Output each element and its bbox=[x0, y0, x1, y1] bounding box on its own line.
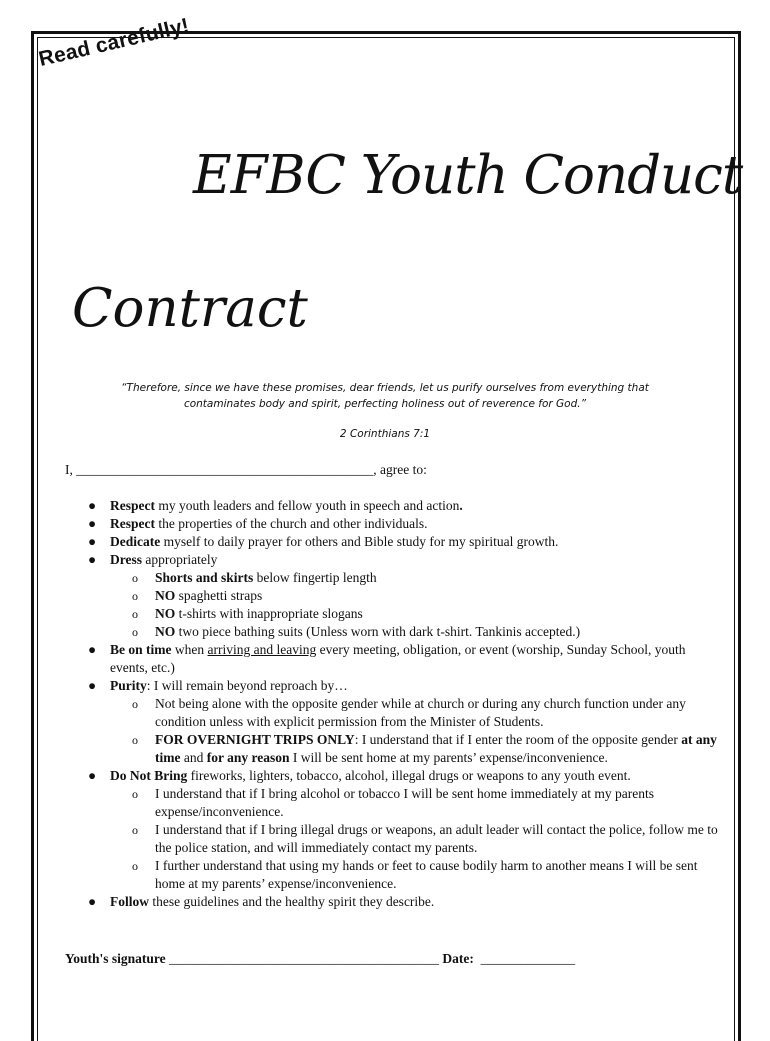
rule-keyword: Dress bbox=[110, 552, 142, 567]
rule-text: I understand that if I bring alcohol or tobacco I will be sent home immediately at my parents expense/inconvenience. bbox=[155, 786, 654, 819]
circle-bullet-icon: o bbox=[132, 823, 138, 837]
rule-keyword: NO bbox=[155, 588, 176, 603]
rule-text: I will be sent home at my parents’ expense/inconvenience. bbox=[289, 750, 608, 765]
rule-keyword: Respect bbox=[110, 516, 155, 531]
read-carefully-stamp: Read carefully! bbox=[36, 14, 192, 72]
circle-bullet-icon: o bbox=[132, 733, 138, 747]
rule-text: t-shirts with inappropriate slogans bbox=[175, 606, 363, 621]
rule-text: below fingertip length bbox=[253, 570, 377, 585]
date-label: Date: bbox=[442, 951, 474, 966]
circle-bullet-icon: o bbox=[132, 625, 138, 639]
rule-text: fireworks, lighters, tobacco, alcohol, illegal drugs or weapons to any youth event. bbox=[187, 768, 631, 783]
sub-list-item bbox=[88, 587, 718, 605]
agree-suffix: , agree to: bbox=[373, 462, 427, 477]
rule-text: these guidelines and the healthy spirit they describe. bbox=[149, 894, 435, 909]
list-item bbox=[88, 677, 718, 695]
rules-list bbox=[88, 497, 718, 911]
title-line-1: EFBC Youth Conduct bbox=[193, 145, 743, 206]
circle-bullet-icon: o bbox=[132, 571, 138, 585]
rule-text: myself to daily prayer for others and Bible study for my spiritual growth. bbox=[160, 534, 559, 549]
rule-text: I understand that if I bring illegal drugs or weapons, an adult leader will contact the police, follow me to the police station, and will immediately contact my parents. bbox=[155, 822, 718, 855]
circle-bullet-icon: o bbox=[132, 787, 138, 801]
rule-text: two piece bathing suits (Unless worn with dark t-shirt. Tankinis accepted.) bbox=[175, 624, 581, 639]
rule-keyword: Be on time bbox=[110, 642, 172, 657]
agree-line bbox=[65, 462, 427, 478]
sub-list-item bbox=[88, 785, 718, 821]
sub-list-item bbox=[88, 857, 718, 893]
bullet-icon: ● bbox=[88, 678, 97, 693]
list-item bbox=[88, 641, 718, 677]
rule-text: and bbox=[180, 750, 207, 765]
name-blank[interactable]: ____________________________________________ bbox=[76, 462, 374, 477]
agree-prefix: I, bbox=[65, 462, 77, 477]
rule-keyword: Dedicate bbox=[110, 534, 161, 549]
bullet-icon: ● bbox=[88, 642, 97, 657]
rule-keyword: for any reason bbox=[206, 750, 290, 765]
rule-keyword: Follow bbox=[110, 894, 149, 909]
rule-keyword: NO bbox=[155, 624, 176, 639]
title-line-2: Contract bbox=[72, 278, 308, 339]
list-item bbox=[88, 767, 718, 785]
list-item bbox=[88, 515, 718, 533]
signature-line bbox=[65, 951, 575, 967]
rule-text: the properties of the church and other individuals. bbox=[154, 516, 428, 531]
sub-list-item bbox=[88, 605, 718, 623]
bullet-icon: ● bbox=[88, 894, 97, 909]
sub-list-item bbox=[88, 695, 718, 731]
bullet-icon: ● bbox=[88, 768, 97, 783]
bullet-icon: ● bbox=[88, 498, 97, 513]
circle-bullet-icon: o bbox=[132, 607, 138, 621]
rule-text: : I will remain beyond reproach by… bbox=[146, 678, 348, 693]
rule-keyword: NO bbox=[155, 606, 176, 621]
rule-text: when bbox=[171, 642, 208, 657]
bullet-icon: ● bbox=[88, 516, 97, 531]
list-item bbox=[88, 533, 718, 551]
rule-text: spaghetti straps bbox=[175, 588, 263, 603]
circle-bullet-icon: o bbox=[132, 697, 138, 711]
rule-text: Not being alone with the opposite gender while at church or during any church function under any condition unless with explicit permission from the Minister of Students. bbox=[155, 696, 686, 729]
rule-keyword: Purity bbox=[110, 678, 147, 693]
bullet-icon: ● bbox=[88, 534, 97, 549]
underlined-text: arriving and leaving bbox=[207, 642, 317, 657]
sub-list-item bbox=[88, 731, 718, 767]
sub-list-item bbox=[88, 821, 718, 857]
rule-text: I further understand that using my hands or feet to cause bodily harm to another means I will be sent home at my parents’ expense/inconvenience. bbox=[155, 858, 698, 891]
scripture-quote: “Therefore, since we have these promises, dear friends, let us purify ourselves from everything that contaminates body and spirit, perfecting holiness out of reverence for God.” bbox=[121, 382, 649, 410]
rule-keyword: FOR OVERNIGHT TRIPS ONLY bbox=[155, 732, 355, 747]
rule-keyword: Respect bbox=[110, 498, 155, 513]
scripture-reference: 2 Corinthians 7:1 bbox=[339, 428, 431, 440]
sub-list-item bbox=[88, 569, 718, 587]
circle-bullet-icon: o bbox=[132, 589, 138, 603]
rule-end: . bbox=[459, 498, 463, 513]
signature-blank[interactable]: ________________________________________ bbox=[165, 951, 443, 966]
circle-bullet-icon: o bbox=[132, 859, 138, 873]
date-blank[interactable]: ______________ bbox=[473, 951, 576, 966]
rule-text: appropriately bbox=[142, 552, 218, 567]
rule-text: : I understand that if I enter the room of the opposite gender bbox=[354, 732, 682, 747]
rule-text: my youth leaders and fellow youth in speech and action bbox=[154, 498, 460, 513]
signature-label: Youth's signature bbox=[65, 951, 166, 966]
rule-text: every meeting, obligation, or event (worship, Sunday School, youth events, etc.) bbox=[110, 642, 686, 675]
list-item bbox=[88, 893, 718, 911]
bullet-icon: ● bbox=[88, 552, 97, 567]
rule-keyword: at any time bbox=[155, 732, 717, 765]
list-item bbox=[88, 497, 718, 515]
list-item bbox=[88, 551, 718, 569]
sub-list-item bbox=[88, 623, 718, 641]
rule-keyword: Do Not Bring bbox=[110, 768, 188, 783]
rule-keyword: Shorts and skirts bbox=[155, 570, 254, 585]
